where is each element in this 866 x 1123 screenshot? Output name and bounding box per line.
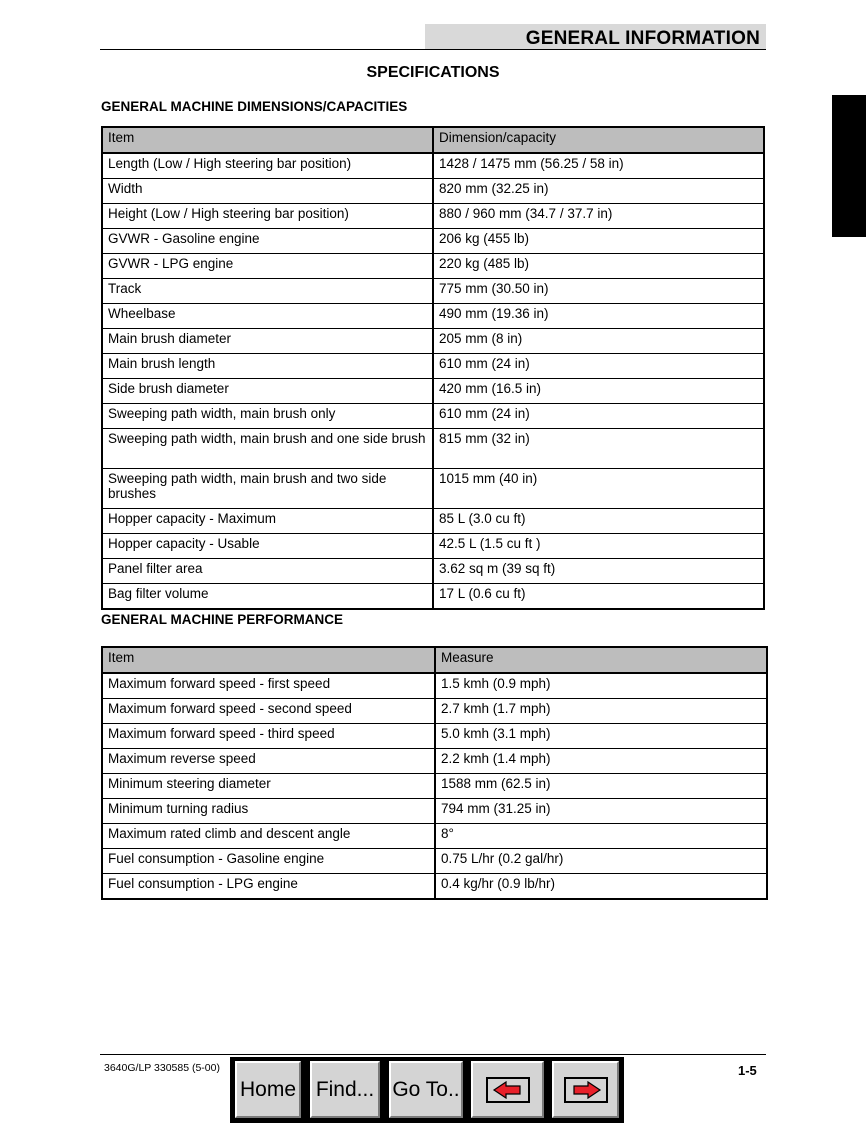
value-cell: 42.5 L (1.5 cu ft ) bbox=[433, 534, 764, 559]
item-cell: Sweeping path width, main brush only bbox=[102, 404, 433, 429]
item-cell: Wheelbase bbox=[102, 304, 433, 329]
item-cell: Hopper capacity - Usable bbox=[102, 534, 433, 559]
table-row bbox=[102, 673, 767, 699]
item-cell: Height (Low / High steering bar position) bbox=[102, 204, 433, 229]
value-cell: 490 mm (19.36 in) bbox=[433, 304, 764, 329]
value-cell: 610 mm (24 in) bbox=[433, 404, 764, 429]
table-row bbox=[102, 153, 764, 179]
value-cell: 85 L (3.0 cu ft) bbox=[433, 509, 764, 534]
section-tab-marker bbox=[832, 95, 866, 237]
value-cell: 420 mm (16.5 in) bbox=[433, 379, 764, 404]
table-row bbox=[102, 354, 764, 379]
item-cell: Panel filter area bbox=[102, 559, 433, 584]
item-cell: Maximum forward speed - first speed bbox=[102, 673, 435, 699]
value-cell: 8° bbox=[435, 824, 767, 849]
value-cell: 205 mm (8 in) bbox=[433, 329, 764, 354]
item-cell: GVWR - Gasoline engine bbox=[102, 229, 433, 254]
item-cell: Sweeping path width, main brush and two side brushes bbox=[102, 469, 433, 509]
document-number: 3640G/LP 330585 (5-00) bbox=[104, 1062, 220, 1074]
table-row bbox=[102, 509, 764, 534]
item-cell: Main brush length bbox=[102, 354, 433, 379]
page-title: SPECIFICATIONS bbox=[366, 64, 500, 81]
performance-table bbox=[101, 646, 768, 900]
table-row bbox=[102, 534, 764, 559]
value-cell: 775 mm (30.50 in) bbox=[433, 279, 764, 304]
go-to-button[interactable]: Go To.. bbox=[389, 1061, 463, 1118]
value-cell: 1.5 kmh (0.9 mph) bbox=[435, 673, 767, 699]
value-cell: 3.62 sq m (39 sq ft) bbox=[433, 559, 764, 584]
item-cell: Maximum reverse speed bbox=[102, 749, 435, 774]
table-row bbox=[102, 429, 764, 469]
table-row bbox=[102, 229, 764, 254]
value-cell: 0.4 kg/hr (0.9 lb/hr) bbox=[435, 874, 767, 900]
column-header: Item bbox=[102, 127, 433, 153]
home-button[interactable]: Home bbox=[235, 1061, 301, 1118]
value-cell: 17 L (0.6 cu ft) bbox=[433, 584, 764, 610]
value-cell: 880 / 960 mm (34.7 / 37.7 in) bbox=[433, 204, 764, 229]
page-number: 1-5 bbox=[738, 1063, 757, 1078]
column-header: Item bbox=[102, 647, 435, 673]
table-row bbox=[102, 749, 767, 774]
item-cell: Maximum forward speed - third speed bbox=[102, 724, 435, 749]
value-cell: 1015 mm (40 in) bbox=[433, 469, 764, 509]
table-row bbox=[102, 204, 764, 229]
dimensions-heading: GENERAL MACHINE DIMENSIONS/CAPACITIES bbox=[101, 99, 408, 114]
table-row bbox=[102, 699, 767, 724]
header-rule bbox=[100, 49, 766, 50]
performance-heading: GENERAL MACHINE PERFORMANCE bbox=[101, 612, 344, 627]
item-cell: Width bbox=[102, 179, 433, 204]
table-row bbox=[102, 254, 764, 279]
item-cell: GVWR - LPG engine bbox=[102, 254, 433, 279]
value-cell: 794 mm (31.25 in) bbox=[435, 799, 767, 824]
table-row bbox=[102, 379, 764, 404]
item-cell: Fuel consumption - LPG engine bbox=[102, 874, 435, 900]
table-header-row bbox=[102, 127, 764, 153]
table-row bbox=[102, 849, 767, 874]
table-row bbox=[102, 469, 764, 509]
left-arrow-icon bbox=[486, 1077, 530, 1103]
item-cell: Bag filter volume bbox=[102, 584, 433, 610]
footer-rule bbox=[100, 1054, 766, 1055]
table-row bbox=[102, 824, 767, 849]
value-cell: 820 mm (32.25 in) bbox=[433, 179, 764, 204]
item-cell: Fuel consumption - Gasoline engine bbox=[102, 849, 435, 874]
find-button[interactable]: Find... bbox=[310, 1061, 380, 1118]
value-cell: 1428 / 1475 mm (56.25 / 58 in) bbox=[433, 153, 764, 179]
value-cell: 220 kg (485 lb) bbox=[433, 254, 764, 279]
item-cell: Side brush diameter bbox=[102, 379, 433, 404]
item-cell: Minimum steering diameter bbox=[102, 774, 435, 799]
value-cell: 1588 mm (62.5 in) bbox=[435, 774, 767, 799]
dimensions-table bbox=[101, 126, 765, 610]
table-header-row bbox=[102, 647, 767, 673]
navigation-bar bbox=[230, 1057, 624, 1123]
table-row bbox=[102, 559, 764, 584]
table-row bbox=[102, 874, 767, 900]
item-cell: Maximum forward speed - second speed bbox=[102, 699, 435, 724]
table-row bbox=[102, 279, 764, 304]
table-row bbox=[102, 404, 764, 429]
right-arrow-icon bbox=[564, 1077, 608, 1103]
item-cell: Hopper capacity - Maximum bbox=[102, 509, 433, 534]
table-row bbox=[102, 179, 764, 204]
item-cell: Track bbox=[102, 279, 433, 304]
item-cell: Length (Low / High steering bar position) bbox=[102, 153, 433, 179]
value-cell: 206 kg (455 lb) bbox=[433, 229, 764, 254]
table-row bbox=[102, 799, 767, 824]
value-cell: 2.2 kmh (1.4 mph) bbox=[435, 749, 767, 774]
column-header: Measure bbox=[435, 647, 767, 673]
value-cell: 0.75 L/hr (0.2 gal/hr) bbox=[435, 849, 767, 874]
column-header: Dimension/capacity bbox=[433, 127, 764, 153]
table-row bbox=[102, 329, 764, 354]
table-row bbox=[102, 774, 767, 799]
item-cell: Maximum rated climb and descent angle bbox=[102, 824, 435, 849]
value-cell: 815 mm (32 in) bbox=[433, 429, 764, 469]
table-row bbox=[102, 304, 764, 329]
table-row bbox=[102, 584, 764, 610]
next-page-button[interactable] bbox=[552, 1061, 619, 1118]
item-cell: Minimum turning radius bbox=[102, 799, 435, 824]
value-cell: 2.7 kmh (1.7 mph) bbox=[435, 699, 767, 724]
table-row bbox=[102, 724, 767, 749]
value-cell: 5.0 kmh (3.1 mph) bbox=[435, 724, 767, 749]
item-cell: Sweeping path width, main brush and one side brush bbox=[102, 429, 433, 469]
section-header-title: GENERAL INFORMATION bbox=[525, 28, 760, 49]
previous-page-button[interactable] bbox=[471, 1061, 544, 1118]
value-cell: 610 mm (24 in) bbox=[433, 354, 764, 379]
item-cell: Main brush diameter bbox=[102, 329, 433, 354]
